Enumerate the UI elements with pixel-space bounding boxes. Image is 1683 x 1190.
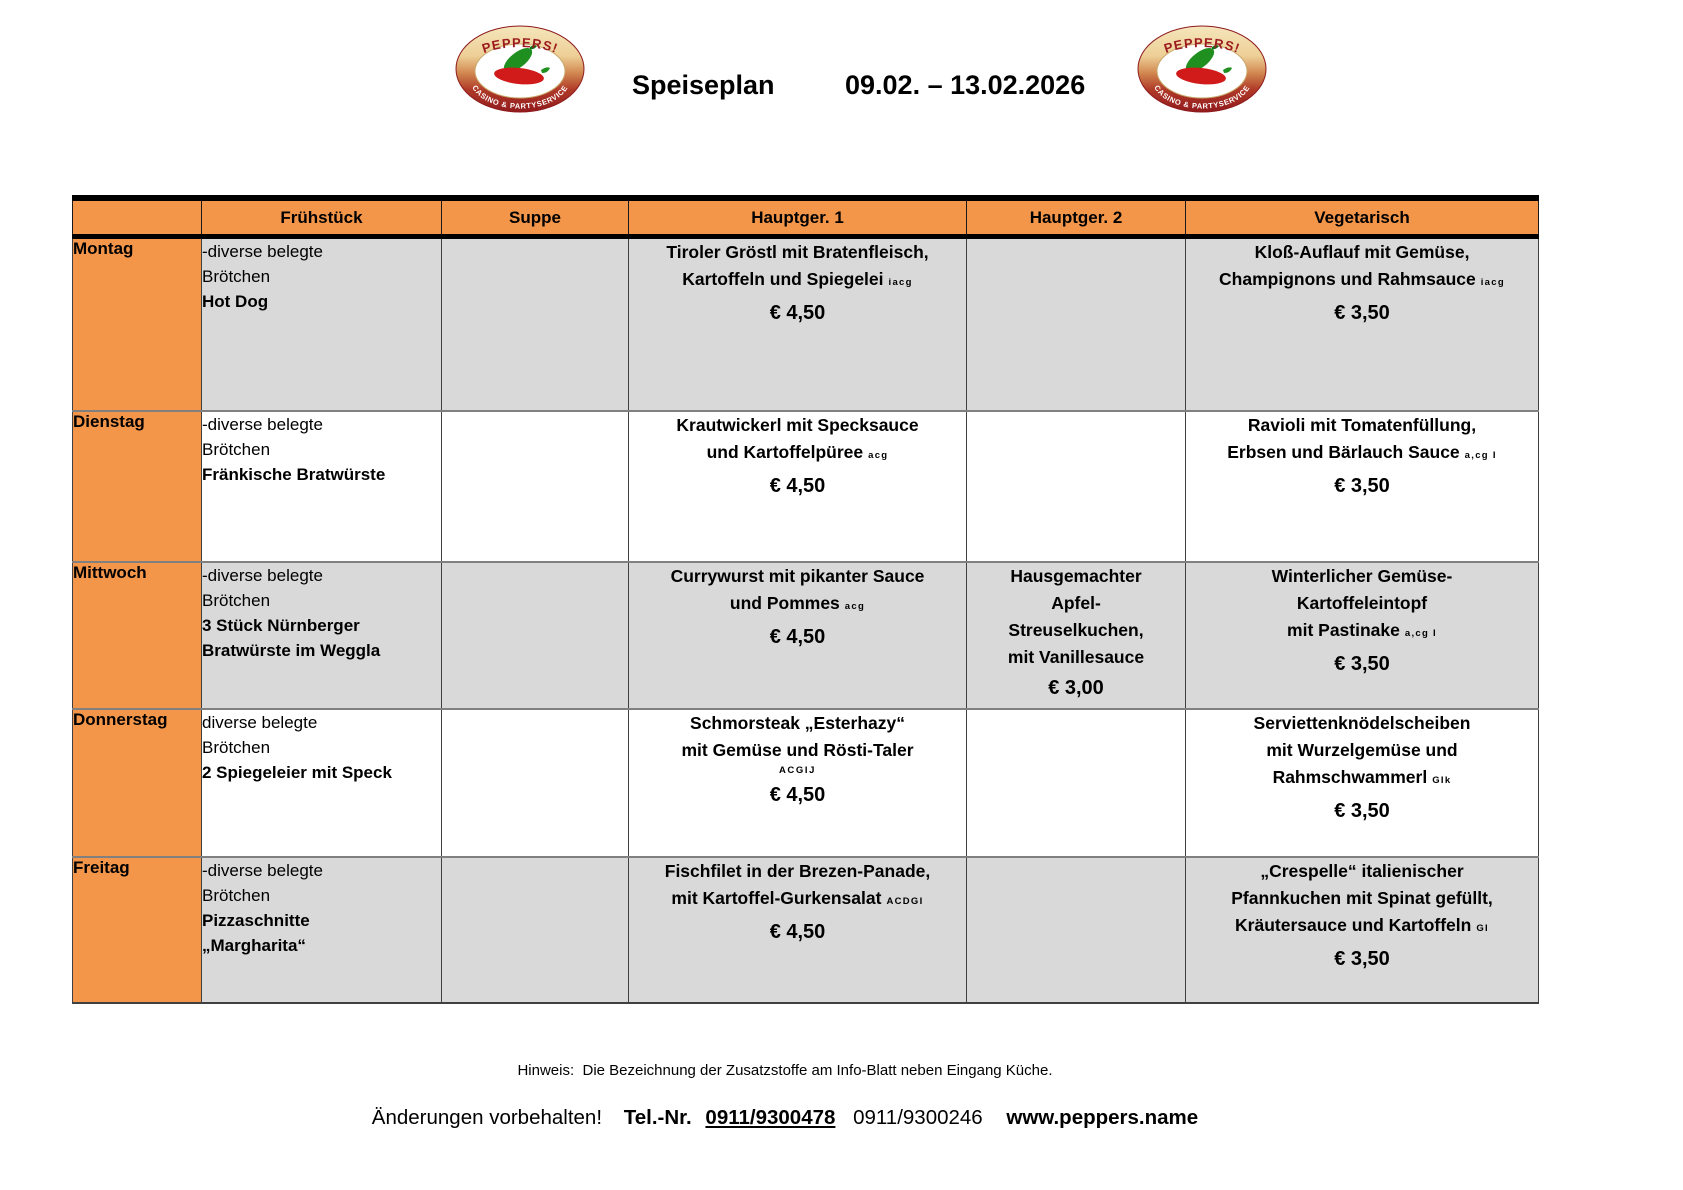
- main1-cell-dienstag: [629, 411, 967, 562]
- dish-price: € 4,50: [769, 474, 826, 497]
- allergen-codes: GIk: [1432, 774, 1452, 786]
- veg-cell-dienstag: [1186, 411, 1539, 562]
- day-cell-dienstag: Dienstag: [73, 411, 202, 562]
- footer-contact-line: [0, 1106, 1570, 1130]
- main1-cell-mittwoch: [629, 562, 967, 709]
- main1-cell-freitag: [629, 857, 967, 1003]
- dish-name: Hausgemachter Apfel- Streuselkuchen, mit Vanillesauce: [1007, 565, 1145, 667]
- day-cell-freitag: Freitag: [73, 857, 202, 1003]
- main2-cell-freitag: [967, 857, 1186, 1003]
- column-header-vegetarisch: Vegetarisch: [1186, 198, 1539, 237]
- page-title: Speiseplan: [632, 70, 775, 100]
- dish-name: Schmorsteak „Esterhazy“ mit Gemüse und Rösti-Taler: [681, 712, 914, 760]
- table-row-donnerstag: [73, 709, 1539, 857]
- dish-name: Winterlicher Gemüse- Kartoffeleintopf mit Pastinake a,cg I: [1271, 565, 1453, 640]
- day-cell-mittwoch: Mittwoch: [73, 562, 202, 709]
- soup-cell-montag: [442, 237, 629, 411]
- breakfast-regular: -diverse belegte Brötchen: [202, 565, 323, 610]
- dish-name: Currywurst mit pikanter Sauce und Pommes acg: [670, 565, 925, 613]
- allergen-codes: GI: [1476, 922, 1489, 934]
- breakfast-regular: -diverse belegte Brötchen: [202, 242, 323, 286]
- dish-price: € 4,50: [769, 783, 826, 806]
- table-row-mittwoch: [73, 562, 1539, 709]
- dish-name: Fischfilet in der Brezen-Panade, mit Kartoffel-Gurkensalat ACDGI: [664, 860, 931, 908]
- main2-cell-donnerstag: [967, 709, 1186, 857]
- soup-cell-mittwoch: [442, 562, 629, 709]
- veg-cell-mittwoch: [1186, 562, 1539, 709]
- dish-price: € 3,50: [1334, 947, 1390, 970]
- column-header-suppe: Suppe: [442, 198, 629, 237]
- column-header-hauptgericht-2: Hauptger. 2: [967, 198, 1186, 237]
- header-row: [73, 198, 1539, 237]
- allergen-codes: iacg: [1480, 277, 1505, 288]
- breakfast-cell-mittwoch: [202, 562, 442, 709]
- breakfast-special: 2 Spiegeleier mit Speck: [202, 762, 392, 782]
- soup-cell-donnerstag: [442, 709, 629, 857]
- table-row-freitag: [73, 857, 1539, 1003]
- breakfast-cell-dienstag: [202, 411, 442, 562]
- dish-name: Krautwickerl mit Specksauce und Kartoffelpüree acg: [676, 414, 919, 462]
- phone-label: Tel.-Nr.: [623, 1106, 692, 1129]
- phone-number-2: 0911/9300246: [853, 1106, 983, 1129]
- additives-note: Hinweis: Die Bezeichnung der Zusatzstoffe am Info-Blatt neben Eingang Küche.: [517, 1062, 1053, 1079]
- allergen-codes: acg: [868, 449, 889, 461]
- soup-cell-freitag: [442, 857, 629, 1003]
- veg-cell-freitag: [1186, 857, 1539, 1003]
- main1-cell-donnerstag: [629, 709, 967, 857]
- allergen-codes: acg: [844, 600, 866, 612]
- dish-price: € 3,00: [1048, 676, 1104, 699]
- allergen-codes: iacg: [888, 277, 913, 288]
- main2-cell-mittwoch: [967, 562, 1186, 709]
- dish-name: Serviettenknödelscheiben mit Wurzelgemüse und Rahmschwammerl GIk: [1253, 712, 1471, 787]
- day-cell-montag: Montag: [73, 237, 202, 411]
- dish-name: „Crespelle“ italienischer Pfannkuchen mit Spinat gefüllt, Kräutersauce und Kartoffeln GI: [1231, 860, 1493, 935]
- breakfast-special: Hot Dog: [202, 292, 269, 311]
- veg-cell-montag: [1186, 237, 1539, 411]
- dish-price: € 4,50: [769, 302, 826, 324]
- dish-price: € 4,50: [769, 920, 826, 943]
- breakfast-regular: diverse belegte Brötchen: [202, 712, 318, 757]
- breakfast-cell-freitag: [202, 857, 442, 1003]
- soup-cell-dienstag: [442, 411, 629, 562]
- column-header-fruehstueck: Frühstück: [202, 198, 442, 237]
- dish-price: € 3,50: [1334, 652, 1390, 675]
- main2-cell-montag: [967, 237, 1186, 411]
- breakfast-special: 3 Stück Nürnberger Bratwürste im Weggla: [202, 615, 381, 660]
- dish-name: Ravioli mit Tomatenfüllung, Erbsen und Bärlauch Sauce a,cg I: [1227, 414, 1497, 462]
- main1-cell-montag: [629, 237, 967, 411]
- allergen-codes: ACDGI: [886, 895, 924, 907]
- breakfast-cell-donnerstag: [202, 709, 442, 857]
- breakfast-regular: -diverse belegte Brötchen: [202, 414, 323, 459]
- table-row-dienstag: [73, 411, 1539, 562]
- column-header-day: [73, 198, 202, 237]
- veg-cell-donnerstag: [1186, 709, 1539, 857]
- dish-price: € 4,50: [769, 625, 826, 648]
- allergen-codes: a,cg I: [1464, 449, 1497, 461]
- dish-name: Kloß-Auflauf mit Gemüse, Champignons und Rahmsauce iacg: [1219, 242, 1505, 289]
- breakfast-cell-montag: [202, 237, 442, 411]
- allergen-codes: a,cg I: [1404, 627, 1437, 639]
- allergen-codes: ACGIJ: [778, 764, 817, 776]
- dish-name: Tiroler Gröstl mit Bratenfleisch, Kartoffeln und Spiegelei iacg: [666, 242, 929, 289]
- peppers-logo: [1137, 25, 1267, 113]
- website-text: www.peppers.name: [1006, 1106, 1199, 1129]
- phone-number-1: 0911/9300478: [705, 1106, 836, 1129]
- column-header-hauptgericht-1: Hauptger. 1: [629, 198, 967, 237]
- dish-price: € 3,50: [1334, 474, 1390, 497]
- breakfast-regular: -diverse belegte Brötchen: [202, 860, 323, 905]
- table-row-montag: [73, 237, 1539, 411]
- breakfast-special: Fränkische Bratwürste: [202, 464, 386, 484]
- main2-cell-dienstag: [967, 411, 1186, 562]
- dish-price: € 3,50: [1334, 799, 1390, 822]
- peppers-logo: [455, 25, 585, 113]
- dish-price: € 3,50: [1334, 302, 1390, 324]
- breakfast-special: Pizzaschnitte „Margharita“: [202, 910, 310, 955]
- date-range: 09.02. – 13.02.2026: [845, 70, 1086, 100]
- changes-reserved-text: Änderungen vorbehalten!: [371, 1106, 603, 1129]
- menu-table: [72, 195, 1539, 1004]
- day-cell-donnerstag: Donnerstag: [73, 709, 202, 857]
